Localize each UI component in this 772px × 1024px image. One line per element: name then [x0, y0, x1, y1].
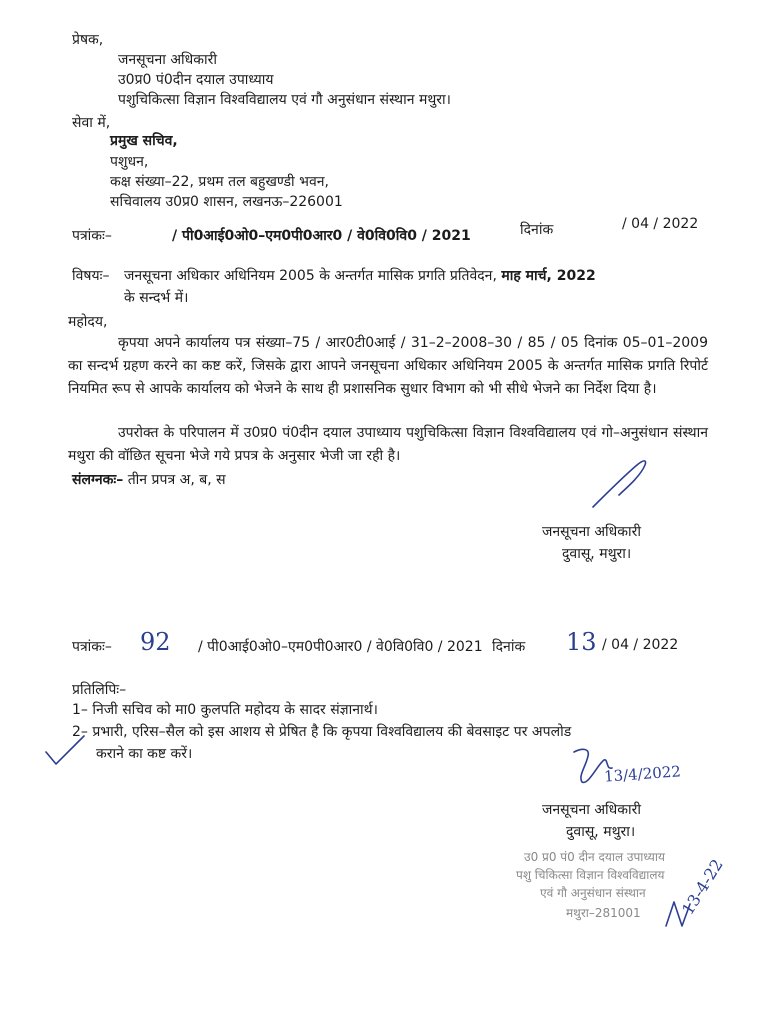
copy-to-item-2: 2– प्रभारी, एरिस–सैल को इस आशय से प्रेषित है कि कृपया विश्वविद्यालय की बेवसाइट पर अपलोड: [72, 724, 572, 740]
ref-label: पत्रांकः–: [72, 228, 112, 244]
signature-1-place: दुवासू, मथुरा।: [562, 546, 632, 562]
subject-text: [124, 266, 596, 285]
ref-date: / 04 / 2022: [622, 216, 699, 232]
ref2-number: / पी0आई0ओ0–एम0पी0आर0 / वे0वि0वि0 / 2021: [198, 639, 483, 655]
enclosure-label: संलग्नकः–: [72, 472, 124, 488]
stamp-line-1: उ0 प्र0 पं0 दीन दयाल उपाध्याय: [524, 850, 665, 864]
sender-line-1: जनसूचना अधिकारी: [118, 52, 218, 68]
subject-label: विषयः–: [72, 268, 110, 284]
recipient-line-3: सचिवालय उ0प्र0 शासन, लखनऊ–226001: [110, 194, 343, 210]
signature-1-title: जनसूचना अधिकारी: [542, 524, 642, 540]
copy-to-item-2-cont: कराने का कष्ट करें।: [96, 746, 193, 762]
subject-month: माह मार्च, 2022: [501, 268, 596, 284]
recipient-line-1: पशुधन,: [110, 154, 149, 170]
recipient-label: सेवा में,: [72, 115, 111, 131]
stamp-line-3: एवं गौ अनुसंधान संस्थान: [540, 886, 646, 900]
signature-2-place: दुवासू, मथुरा।: [566, 824, 636, 840]
enclosure: [72, 470, 226, 489]
signature-2-handwritten-date: 13/4/2022: [603, 762, 682, 786]
recipient-title: प्रमुख सचिव,: [110, 133, 178, 149]
subject-main: जनसूचना अधिकार अधिनियम 2005 के अन्तर्गत मासिक प्रगति प्रतिवेदन,: [124, 268, 497, 284]
salutation: महोदय,: [68, 314, 108, 330]
body-paragraph-1: कृपया अपने कार्यालय पत्र संख्या–75 / आर0टी0आई / 31–2–2008–30 / 85 / 05 दिनांक 05–01–2009 का सन्दर्भ ग्रहण करने का कष्ट करें, जिसके द्वारा आपने जनसूचना अधिकार अधिनियम 2005 के अन्तर्गत मासिक प्रगति रिपोर्ट नियमित रूप से आपके कार्यालय को भेजने के साथ ही प्रशासनिक सुधार विभाग को भी सीधे भेजने का निर्देश दिया है।: [68, 335, 708, 397]
enclosure-text: तीन प्रपत्र अ, ब, स: [127, 472, 226, 488]
ref-number: / पी0आई0ओ0–एम0पी0आर0 / वे0वि0वि0 / 2021: [172, 228, 471, 244]
stamp-line-2: पशु चिकित्सा विज्ञान विश्वविद्यालय: [516, 868, 665, 882]
body-paragraph-2: उपरोक्त के परिपालन में उ0प्र0 पं0दीन दयाल उपाध्याय पशुचिकित्सा विज्ञान विश्वविद्यालय एवं गो–अनुसंधान संस्थान मथुरा की वॉछित सूचना भेजे गये प्रपत्र के अनुसार भेजी जा रही है।: [68, 425, 708, 464]
sender-line-2: उ0प्र0 पं0दीन दयाल उपाध्याय: [118, 72, 274, 88]
ref2-handwritten-number: 92: [140, 628, 171, 656]
sender-line-3: पशुचिकित्सा विज्ञान विश्वविद्यालय एवं गौ अनुसंधान संस्थान मथुरा।: [118, 92, 451, 108]
ref2-date: / 04 / 2022: [602, 637, 679, 653]
recipient-line-2: कक्ष संख्या–22, प्रथम तल बहुखण्डी भवन,: [110, 174, 329, 190]
sender-label: प्रेषक,: [72, 32, 104, 48]
copy-to-item-1: 1– निजी सचिव को मा0 कुलपति महोदय के सादर संज्ञानार्थ।: [72, 702, 378, 718]
signature-2-title: जनसूचना अधिकारी: [542, 802, 642, 818]
ref2-label: पत्रांकः–: [72, 639, 112, 655]
stamp-line-4: मथुरा–281001: [566, 906, 641, 920]
subject-line-2: के सन्दर्भ में।: [124, 290, 189, 306]
ref-date-label: दिनांक: [520, 222, 554, 238]
copy-to-label: प्रतिलिपिः–: [72, 682, 127, 698]
ref2-handwritten-day: 13: [566, 628, 597, 656]
ref2-date-label: दिनांक: [492, 639, 526, 655]
margin-handwritten-date: 13-4-22: [678, 855, 727, 919]
